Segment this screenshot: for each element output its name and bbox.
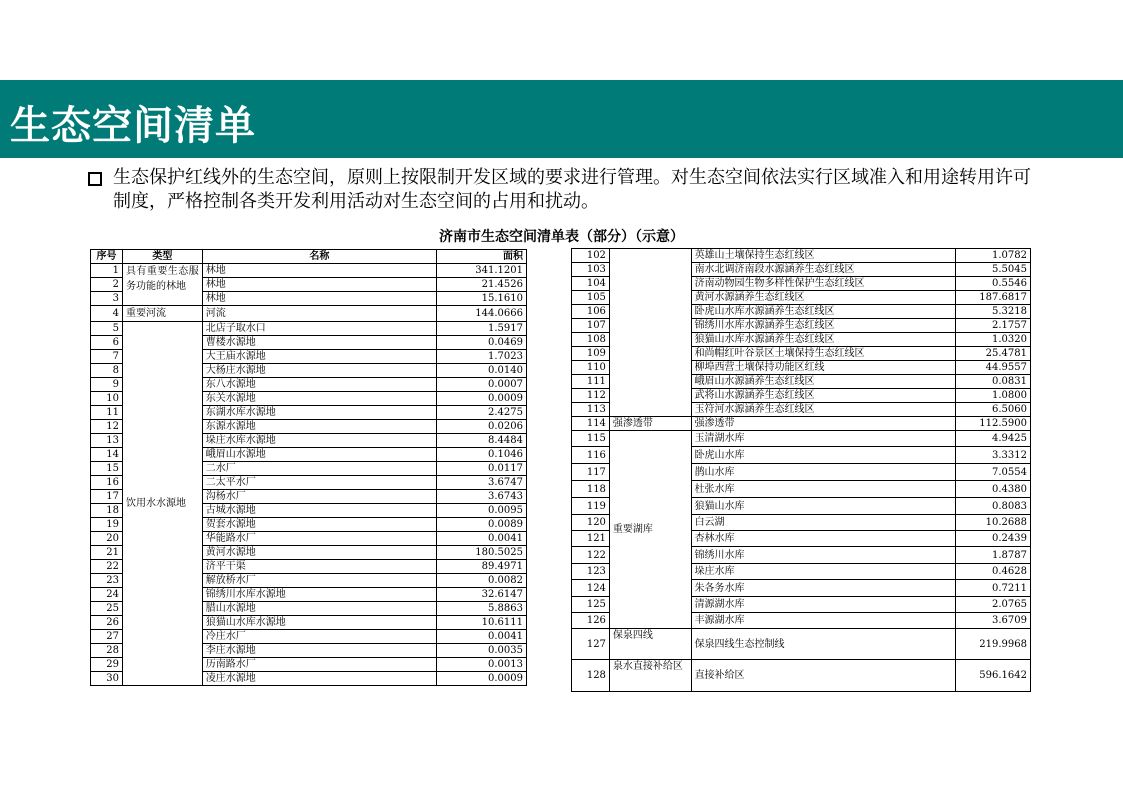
row-name: 贺套水源地 bbox=[202, 518, 436, 532]
row-area: 0.0140 bbox=[437, 364, 527, 378]
row-name: 黄河水源涵养生态红线区 bbox=[691, 291, 956, 305]
row-area: 3.3312 bbox=[956, 447, 1031, 464]
eco-space-table-right bbox=[571, 248, 1031, 692]
row-area: 112.5900 bbox=[956, 417, 1031, 431]
row-name: 丰源湖水库 bbox=[691, 613, 956, 629]
row-index: 19 bbox=[91, 518, 123, 532]
row-index: 109 bbox=[572, 347, 610, 361]
row-area: 4.9425 bbox=[956, 431, 1031, 447]
row-index: 102 bbox=[572, 249, 610, 263]
row-area: 0.0009 bbox=[437, 392, 527, 406]
row-index: 17 bbox=[91, 490, 123, 504]
row-name: 曹楼水源地 bbox=[202, 336, 436, 350]
row-index: 116 bbox=[572, 447, 610, 464]
row-name: 武将山水源涵养生态红线区 bbox=[691, 389, 956, 403]
row-name: 直接补给区 bbox=[691, 660, 956, 692]
row-index: 7 bbox=[91, 350, 123, 364]
row-index: 28 bbox=[91, 644, 123, 658]
row-area: 0.0009 bbox=[437, 672, 527, 686]
row-index: 2 bbox=[91, 278, 123, 292]
row-index: 3 bbox=[91, 292, 123, 306]
row-name: 二水厂 bbox=[202, 462, 436, 476]
row-name: 朱各务水库 bbox=[691, 580, 956, 597]
header-name: 名称 bbox=[202, 250, 436, 264]
row-area: 0.2439 bbox=[956, 531, 1031, 547]
row-name: 大杨庄水源地 bbox=[202, 364, 436, 378]
row-index: 122 bbox=[572, 547, 610, 564]
row-area: 0.1046 bbox=[437, 448, 527, 462]
page-title: 生态空间清单 bbox=[10, 103, 256, 149]
row-name: 南水北调济南段水源涵养生态红线区 bbox=[691, 263, 956, 277]
row-area: 0.0082 bbox=[437, 574, 527, 588]
row-index: 6 bbox=[91, 336, 123, 350]
row-name: 东八水源地 bbox=[202, 378, 436, 392]
row-area: 1.0782 bbox=[956, 249, 1031, 263]
row-name: 二太平水厂 bbox=[202, 476, 436, 490]
row-index: 121 bbox=[572, 531, 610, 547]
row-name: 历南路水厂 bbox=[202, 658, 436, 672]
row-area: 0.8083 bbox=[956, 498, 1031, 515]
row-index: 29 bbox=[91, 658, 123, 672]
row-index: 4 bbox=[91, 306, 123, 322]
row-name: 杏林水库 bbox=[691, 531, 956, 547]
row-name: 冷庄水厂 bbox=[202, 630, 436, 644]
row-index: 30 bbox=[91, 672, 123, 686]
row-name: 沟杨水厂 bbox=[202, 490, 436, 504]
row-name: 东湖水库水源地 bbox=[202, 406, 436, 420]
row-area: 2.0765 bbox=[956, 597, 1031, 613]
row-name: 保泉四线生态控制线 bbox=[691, 629, 956, 660]
row-name: 锦绣川水库 bbox=[691, 547, 956, 564]
row-area: 89.4971 bbox=[437, 560, 527, 574]
row-area: 0.4628 bbox=[956, 564, 1031, 580]
row-name: 清源湖水库 bbox=[691, 597, 956, 613]
row-name: 强渗透带 bbox=[691, 417, 956, 431]
row-name: 腊山水源地 bbox=[202, 602, 436, 616]
row-index: 8 bbox=[91, 364, 123, 378]
row-area: 0.0035 bbox=[437, 644, 527, 658]
row-index: 14 bbox=[91, 448, 123, 462]
row-index: 20 bbox=[91, 532, 123, 546]
row-index: 104 bbox=[572, 277, 610, 291]
table-row bbox=[572, 629, 1031, 660]
row-area: 10.2688 bbox=[956, 515, 1031, 531]
table-title: 济南市生态空间清单表（部分）（示意） bbox=[439, 229, 684, 245]
bullet-square-icon bbox=[88, 172, 102, 186]
row-name: 河流 bbox=[202, 306, 436, 322]
row-area: 0.0007 bbox=[437, 378, 527, 392]
row-name: 狼猫山水库水源涵养生态红线区 bbox=[691, 333, 956, 347]
row-index: 111 bbox=[572, 375, 610, 389]
row-name: 玉符河水源涵养生态红线区 bbox=[691, 403, 956, 417]
row-index: 127 bbox=[572, 629, 610, 660]
row-area: 0.5546 bbox=[956, 277, 1031, 291]
row-index: 1 bbox=[91, 264, 123, 278]
row-index: 112 bbox=[572, 389, 610, 403]
row-name: 东关水源地 bbox=[202, 392, 436, 406]
header-area: 面积 bbox=[437, 250, 527, 264]
row-area: 144.0666 bbox=[437, 306, 527, 322]
row-area: 180.5025 bbox=[437, 546, 527, 560]
row-area: 219.9968 bbox=[956, 629, 1031, 660]
row-name: 狼猫山水库 bbox=[691, 498, 956, 515]
row-name: 白云湖 bbox=[691, 515, 956, 531]
row-area: 0.0013 bbox=[437, 658, 527, 672]
row-name: 林地 bbox=[202, 264, 436, 278]
row-area: 25.4781 bbox=[956, 347, 1031, 361]
table-row bbox=[91, 306, 527, 322]
table-row bbox=[91, 322, 527, 336]
row-area: 3.6709 bbox=[956, 613, 1031, 629]
row-type: 具有重要生态服务功能的林地 bbox=[122, 264, 202, 306]
row-area: 0.0831 bbox=[956, 375, 1031, 389]
table-row bbox=[572, 417, 1031, 431]
row-area: 1.5917 bbox=[437, 322, 527, 336]
row-name: 狼猫山水库水源地 bbox=[202, 616, 436, 630]
row-name: 锦绣川水库水源地 bbox=[202, 588, 436, 602]
row-index: 12 bbox=[91, 420, 123, 434]
row-name: 东源水源地 bbox=[202, 420, 436, 434]
row-area: 0.0041 bbox=[437, 630, 527, 644]
table-row bbox=[572, 660, 1031, 692]
row-index: 115 bbox=[572, 431, 610, 447]
row-area: 6.5060 bbox=[956, 403, 1031, 417]
row-type: 饮用水水源地 bbox=[122, 322, 202, 686]
row-area: 5.5045 bbox=[956, 263, 1031, 277]
row-name: 英雄山土壤保持生态红线区 bbox=[691, 249, 956, 263]
row-index: 10 bbox=[91, 392, 123, 406]
row-area: 32.6147 bbox=[437, 588, 527, 602]
row-index: 103 bbox=[572, 263, 610, 277]
row-index: 11 bbox=[91, 406, 123, 420]
row-name: 济平干渠 bbox=[202, 560, 436, 574]
row-area: 596.1642 bbox=[956, 660, 1031, 692]
row-type: 强渗透带 bbox=[609, 417, 691, 431]
row-area: 1.0800 bbox=[956, 389, 1031, 403]
row-index: 18 bbox=[91, 504, 123, 518]
row-index: 125 bbox=[572, 597, 610, 613]
row-area: 0.0041 bbox=[437, 532, 527, 546]
row-name: 卧虎山水库 bbox=[691, 447, 956, 464]
row-index: 25 bbox=[91, 602, 123, 616]
row-name: 锦绣川水库水源涵养生态红线区 bbox=[691, 319, 956, 333]
row-index: 119 bbox=[572, 498, 610, 515]
title-banner bbox=[0, 80, 1123, 158]
row-name: 北店子取水口 bbox=[202, 322, 436, 336]
row-name: 古城水源地 bbox=[202, 504, 436, 518]
row-name: 大王庙水源地 bbox=[202, 350, 436, 364]
row-name: 柳埠西营土壤保持功能区红线 bbox=[691, 361, 956, 375]
row-name: 垛庄水库水源地 bbox=[202, 434, 436, 448]
row-index: 126 bbox=[572, 613, 610, 629]
row-area: 3.6747 bbox=[437, 476, 527, 490]
row-area: 187.6817 bbox=[956, 291, 1031, 305]
row-area: 0.7211 bbox=[956, 580, 1031, 597]
row-area: 44.9557 bbox=[956, 361, 1031, 375]
table-row bbox=[572, 249, 1031, 263]
row-area: 1.8787 bbox=[956, 547, 1031, 564]
row-index: 120 bbox=[572, 515, 610, 531]
row-index: 124 bbox=[572, 580, 610, 597]
row-name: 杜张水库 bbox=[691, 481, 956, 498]
row-area: 0.0117 bbox=[437, 462, 527, 476]
table-row bbox=[91, 264, 527, 278]
row-area: 341.1201 bbox=[437, 264, 527, 278]
row-type: 重要湖库 bbox=[609, 431, 691, 629]
row-name: 峨眉山水源地 bbox=[202, 448, 436, 462]
table-row bbox=[572, 431, 1031, 447]
row-name: 玉清湖水库 bbox=[691, 431, 956, 447]
row-name: 林地 bbox=[202, 292, 436, 306]
row-index: 114 bbox=[572, 417, 610, 431]
row-index: 24 bbox=[91, 588, 123, 602]
row-name: 峨眉山水源涵养生态红线区 bbox=[691, 375, 956, 389]
row-type bbox=[609, 249, 691, 417]
row-index: 113 bbox=[572, 403, 610, 417]
row-index: 118 bbox=[572, 481, 610, 498]
row-name: 凌庄水源地 bbox=[202, 672, 436, 686]
row-index: 16 bbox=[91, 476, 123, 490]
row-index: 123 bbox=[572, 564, 610, 580]
row-name: 林地 bbox=[202, 278, 436, 292]
row-name: 黄河水源地 bbox=[202, 546, 436, 560]
row-index: 117 bbox=[572, 464, 610, 481]
row-area: 2.4275 bbox=[437, 406, 527, 420]
row-name: 鹊山水库 bbox=[691, 464, 956, 481]
row-index: 13 bbox=[91, 434, 123, 448]
row-area: 10.6111 bbox=[437, 616, 527, 630]
row-area: 3.6743 bbox=[437, 490, 527, 504]
row-name: 李庄水源地 bbox=[202, 644, 436, 658]
row-index: 23 bbox=[91, 574, 123, 588]
header-index: 序号 bbox=[91, 250, 123, 264]
row-type: 保泉四线 bbox=[609, 629, 691, 660]
row-area: 0.0469 bbox=[437, 336, 527, 350]
row-area: 0.0206 bbox=[437, 420, 527, 434]
row-index: 9 bbox=[91, 378, 123, 392]
row-area: 7.0554 bbox=[956, 464, 1031, 481]
row-area: 15.1610 bbox=[437, 292, 527, 306]
row-name: 华能路水厂 bbox=[202, 532, 436, 546]
row-index: 22 bbox=[91, 560, 123, 574]
row-area: 21.4526 bbox=[437, 278, 527, 292]
row-index: 21 bbox=[91, 546, 123, 560]
eco-space-table-left bbox=[90, 249, 527, 686]
row-index: 128 bbox=[572, 660, 610, 692]
row-area: 1.0320 bbox=[956, 333, 1031, 347]
row-area: 2.1757 bbox=[956, 319, 1031, 333]
row-index: 110 bbox=[572, 361, 610, 375]
row-index: 15 bbox=[91, 462, 123, 476]
row-name: 和尚帽红叶谷景区土壤保持生态红线区 bbox=[691, 347, 956, 361]
row-name: 解放桥水厂 bbox=[202, 574, 436, 588]
row-type: 重要河流 bbox=[122, 306, 202, 322]
row-name: 卧虎山水库水源涵养生态红线区 bbox=[691, 305, 956, 319]
row-area: 8.4484 bbox=[437, 434, 527, 448]
intro-paragraph: 生态保护红线外的生态空间，原则上按限制开发区域的要求进行管理。对生态空间依法实行区域准入和用途转用许可制度，严格控制各类开发利用活动对生态空间的占用和扰动。 bbox=[113, 167, 1031, 212]
row-area: 0.0089 bbox=[437, 518, 527, 532]
row-area: 0.4380 bbox=[956, 481, 1031, 498]
row-index: 105 bbox=[572, 291, 610, 305]
row-area: 1.7023 bbox=[437, 350, 527, 364]
row-index: 27 bbox=[91, 630, 123, 644]
row-index: 107 bbox=[572, 319, 610, 333]
row-index: 5 bbox=[91, 322, 123, 336]
row-area: 5.3218 bbox=[956, 305, 1031, 319]
row-index: 106 bbox=[572, 305, 610, 319]
row-index: 108 bbox=[572, 333, 610, 347]
row-area: 0.0095 bbox=[437, 504, 527, 518]
row-index: 26 bbox=[91, 616, 123, 630]
row-name: 垛庄水库 bbox=[691, 564, 956, 580]
row-name: 济南动物园生物多样性保护生态红线区 bbox=[691, 277, 956, 291]
header-type: 类型 bbox=[122, 250, 202, 264]
row-type: 泉水直接补给区 bbox=[609, 660, 691, 692]
row-area: 5.8863 bbox=[437, 602, 527, 616]
